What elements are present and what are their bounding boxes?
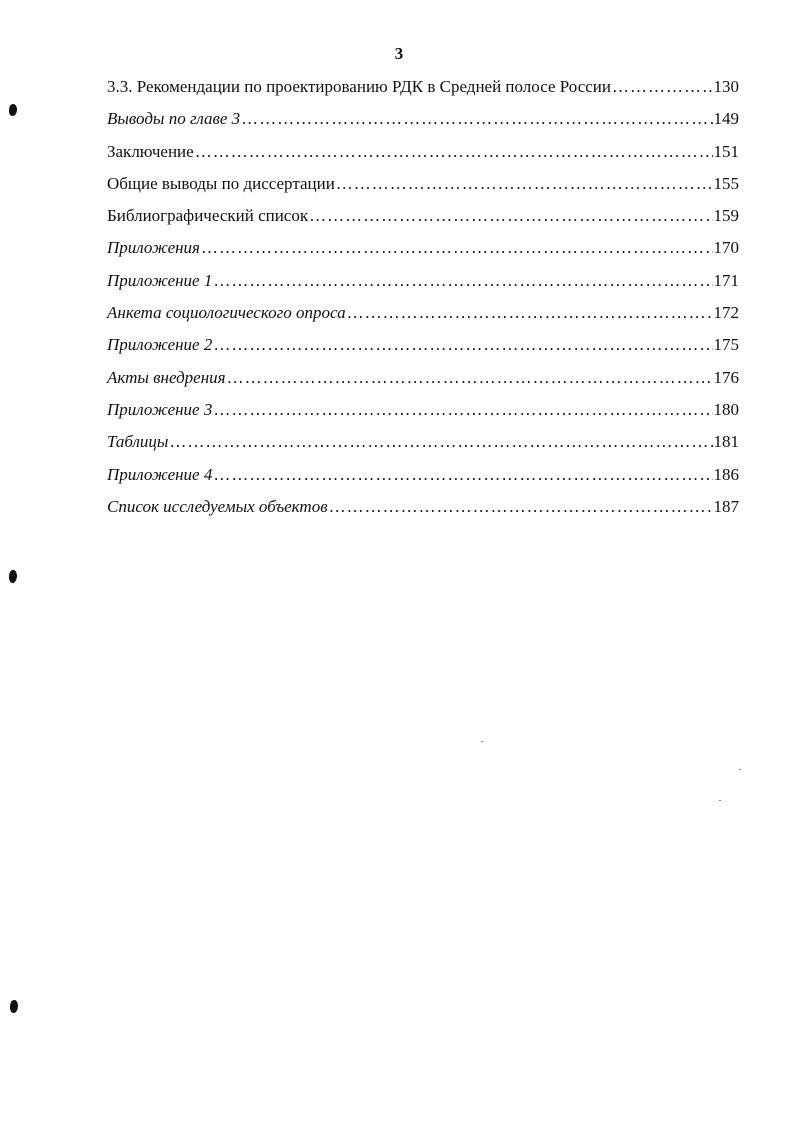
toc-entry[interactable] xyxy=(107,74,739,106)
toc-leader-dots xyxy=(213,397,712,423)
toc-entry-page: 180 xyxy=(713,399,739,419)
page-number: 3 xyxy=(394,44,404,63)
binding-hole-mark xyxy=(9,570,17,583)
toc-leader-dots xyxy=(309,203,712,229)
binding-hole-mark xyxy=(9,104,17,116)
toc-entry-page: 171 xyxy=(713,270,739,290)
toc-entry[interactable] xyxy=(107,139,739,171)
toc-leader-dots xyxy=(213,332,712,358)
toc-leader-dots xyxy=(169,429,712,455)
toc-entry[interactable] xyxy=(107,494,739,526)
toc-entry[interactable] xyxy=(107,429,739,461)
toc-leader-dots xyxy=(213,268,712,294)
toc-entry-title: Библиографический список xyxy=(107,206,309,226)
toc-leader-dots xyxy=(195,139,713,165)
toc-leader-dots xyxy=(227,365,713,391)
toc-entry-page: 186 xyxy=(713,464,739,484)
toc-entry-title: Анкета социологического опроса xyxy=(107,303,346,323)
toc-entry-page: 159 xyxy=(713,206,739,226)
toc-entry[interactable] xyxy=(107,300,739,332)
toc-leader-dots xyxy=(213,462,712,488)
toc-entry-page: 175 xyxy=(713,335,739,355)
toc-entry-title: Таблицы xyxy=(107,432,169,452)
toc-entry-title: Список исследуемых объектов xyxy=(107,496,328,516)
toc-entry-title: Выводы по главе 3 xyxy=(107,109,241,129)
scan-speck xyxy=(719,800,721,801)
toc-leader-dots xyxy=(329,494,713,520)
toc-leader-dots xyxy=(241,106,712,132)
toc-entry[interactable] xyxy=(107,106,739,138)
toc-entry-page: 187 xyxy=(713,496,739,516)
toc-entry-page: 151 xyxy=(713,141,739,161)
toc-entry[interactable] xyxy=(107,203,739,235)
toc-entry[interactable] xyxy=(107,462,739,494)
toc-entry-title: Заключение xyxy=(107,141,194,161)
scan-speck xyxy=(739,769,741,770)
toc-leader-dots xyxy=(347,300,713,326)
toc-entry[interactable] xyxy=(107,235,739,267)
toc-entry-title: Приложения xyxy=(107,238,200,258)
toc-leader-dots xyxy=(201,235,713,261)
binding-hole-mark xyxy=(10,1000,18,1013)
toc-entry[interactable] xyxy=(107,332,739,364)
toc-leader-dots xyxy=(612,74,713,100)
toc-entry[interactable] xyxy=(107,268,739,300)
toc-leader-dots xyxy=(336,171,713,197)
toc-entry-title: Приложение 1 xyxy=(107,270,213,290)
toc-entry-page: 155 xyxy=(713,173,739,193)
toc-entry-title: Акты внедрения xyxy=(107,367,226,387)
toc-entry-page: 176 xyxy=(713,367,739,387)
toc-entry-page: 149 xyxy=(713,109,739,129)
toc-entry-page: 130 xyxy=(713,77,739,96)
toc-entry[interactable] xyxy=(107,397,739,429)
toc-entry-title: Общие выводы по диссертации xyxy=(107,173,335,193)
toc-entry-title: Приложение 3 xyxy=(107,399,213,419)
table-of-contents xyxy=(107,74,739,526)
toc-entry[interactable] xyxy=(107,171,739,203)
toc-entry[interactable] xyxy=(107,365,739,397)
toc-entry-page: 170 xyxy=(713,238,739,258)
toc-entry-page: 172 xyxy=(713,303,739,323)
scan-speck xyxy=(481,741,483,742)
toc-entry-title: Приложение 4 xyxy=(107,464,213,484)
toc-entry-title: Приложение 2 xyxy=(107,335,213,355)
toc-entry-title: 3.3. Рекомендации по проектированию РДК в Средней полосе России xyxy=(107,77,611,96)
toc-entry-page: 181 xyxy=(713,432,739,452)
